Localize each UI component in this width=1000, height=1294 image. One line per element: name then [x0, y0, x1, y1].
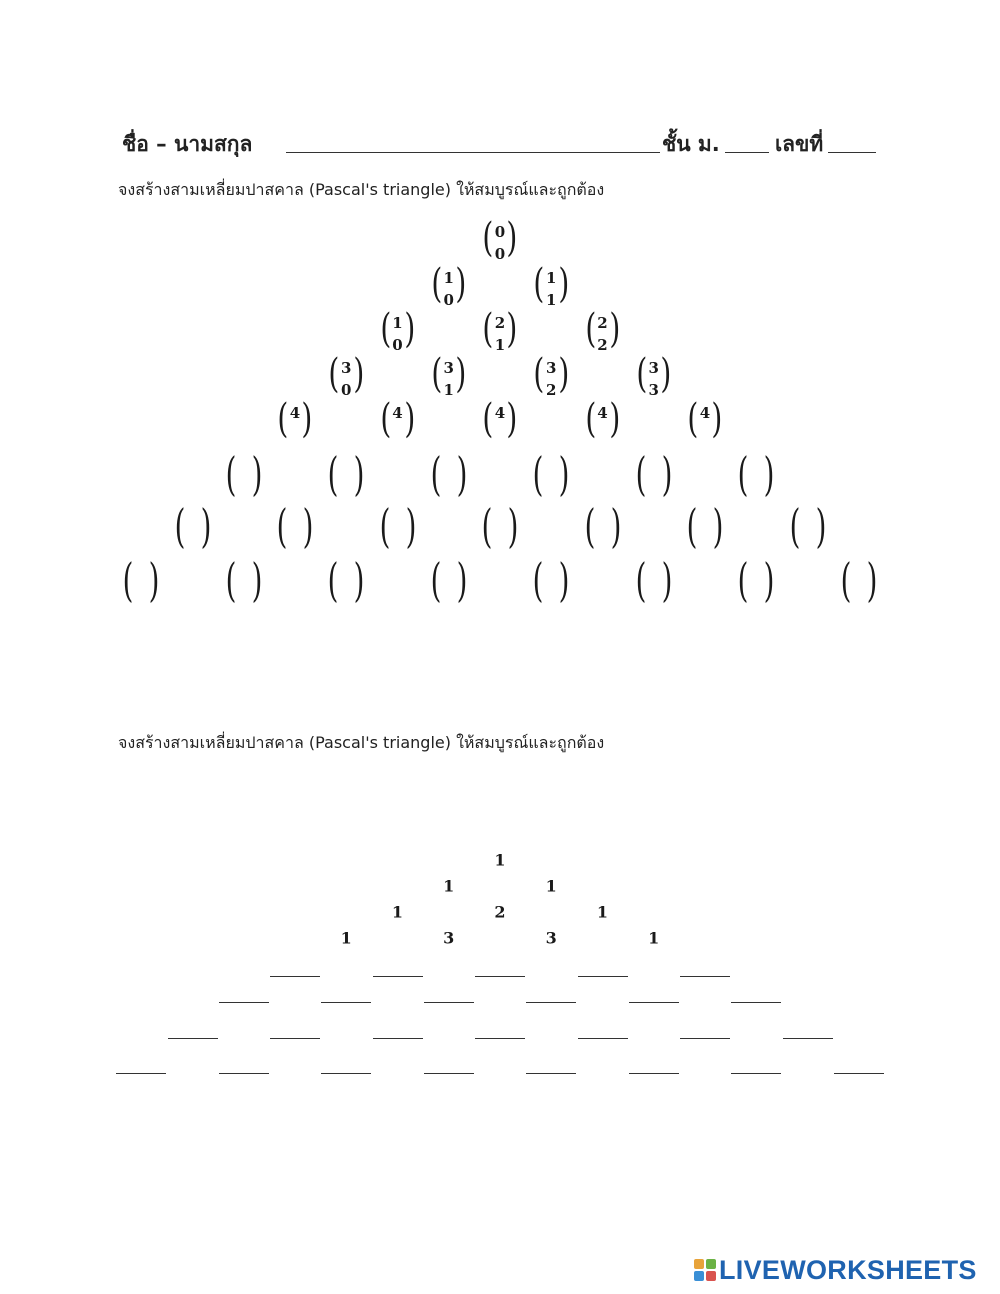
left-paren: (	[379, 396, 391, 442]
pascal-number: 1	[443, 876, 455, 896]
binomial-top: 4	[494, 404, 506, 422]
binomial-top: 4	[597, 404, 608, 422]
answer-blank[interactable]	[219, 1073, 269, 1074]
left-paren: (	[687, 396, 699, 442]
number-blank-line[interactable]	[828, 152, 876, 153]
right-paren: )	[506, 306, 518, 352]
answer-blank[interactable]	[629, 1073, 679, 1074]
class-blank-line[interactable]	[725, 152, 769, 153]
pascal-number: 2	[494, 902, 506, 922]
left-paren: (	[533, 351, 545, 397]
right-paren: )	[558, 553, 570, 607]
empty-binomial-entry[interactable]	[478, 498, 522, 554]
answer-blank[interactable]	[321, 1002, 371, 1003]
left-paren: (	[122, 553, 134, 607]
right-paren: )	[506, 215, 518, 261]
answer-blank[interactable]	[321, 1073, 371, 1074]
pascal-number: 1	[340, 928, 352, 948]
binomial-coefficient	[685, 396, 725, 451]
binomial-bottom: 2	[546, 381, 557, 399]
binomial-coefficient	[583, 396, 623, 451]
left-paren: (	[482, 306, 494, 352]
left-paren: (	[327, 447, 339, 501]
left-paren: (	[737, 553, 749, 607]
empty-binomial-entry[interactable]	[119, 552, 163, 608]
right-paren: )	[200, 499, 211, 553]
right-paren: )	[815, 499, 826, 553]
right-paren: )	[711, 396, 723, 442]
right-paren: )	[352, 351, 364, 397]
answer-blank[interactable]	[373, 1038, 423, 1039]
pascal-number: 1	[391, 902, 404, 922]
left-paren: (	[584, 306, 596, 352]
right-paren: )	[148, 553, 160, 607]
number-label: เลขที่	[775, 132, 824, 156]
binomial-bottom: 0	[494, 245, 506, 263]
right-paren: )	[455, 351, 467, 397]
left-paren: (	[431, 261, 443, 307]
right-paren: )	[557, 351, 569, 397]
right-paren: )	[558, 447, 570, 501]
answer-blank[interactable]	[629, 1002, 679, 1003]
binomial-bottom: 0	[392, 336, 403, 354]
binomial-coefficient	[326, 351, 366, 406]
empty-binomial-entry[interactable]	[734, 552, 778, 608]
empty-binomial-entry[interactable]	[683, 498, 727, 554]
answer-blank[interactable]	[168, 1038, 218, 1039]
empty-binomial-entry[interactable]	[632, 552, 676, 608]
binomial-top: 2	[494, 314, 506, 332]
empty-binomial-entry[interactable]	[632, 446, 676, 502]
liveworksheets-logo	[694, 1256, 977, 1284]
right-paren: )	[506, 396, 518, 442]
right-paren: )	[609, 306, 621, 352]
left-paren: (	[533, 261, 545, 307]
logo-text: LIVEWORKSHEETS	[719, 1254, 977, 1285]
pascal-number: 1	[648, 928, 660, 948]
empty-binomial-entry[interactable]	[324, 446, 368, 502]
right-paren: )	[404, 306, 416, 352]
left-paren: (	[584, 499, 595, 553]
answer-blank[interactable]	[116, 1073, 166, 1074]
answer-blank[interactable]	[219, 1002, 269, 1003]
right-paren: )	[251, 447, 263, 501]
name-label: ชื่อ – นามสกุล	[122, 132, 253, 156]
binomial-bottom: 2	[597, 336, 608, 354]
binomial-top: 4	[289, 404, 301, 422]
right-paren: )	[251, 553, 263, 607]
binomial-coefficient	[480, 215, 520, 270]
binomial-coefficient	[378, 306, 418, 361]
right-paren: )	[609, 396, 621, 442]
binomial-coefficient	[480, 306, 520, 361]
pascal-number: 1	[596, 902, 609, 922]
left-paren: (	[840, 553, 852, 607]
binomial-top: 4	[699, 404, 711, 422]
left-paren: (	[174, 499, 185, 553]
answer-blank[interactable]	[475, 1038, 525, 1039]
answer-blank[interactable]	[680, 976, 730, 977]
left-paren: (	[379, 499, 390, 553]
left-paren: (	[481, 499, 493, 553]
logo-mark-icon	[694, 1259, 716, 1281]
binomial-bottom: 3	[648, 381, 659, 399]
right-paren: )	[456, 447, 468, 501]
left-paren: (	[276, 499, 288, 553]
empty-binomial-entry[interactable]	[222, 552, 266, 608]
binomial-coefficient	[275, 396, 315, 451]
answer-blank[interactable]	[526, 1073, 576, 1074]
binomial-top: 3	[546, 359, 557, 377]
right-paren: )	[763, 447, 775, 501]
binomial-top: 1	[546, 269, 557, 287]
class-label: ชั้น ม.	[662, 132, 720, 156]
empty-binomial-entry[interactable]	[427, 446, 471, 502]
answer-blank[interactable]	[424, 1073, 474, 1074]
answer-blank[interactable]	[731, 1002, 781, 1003]
right-paren: )	[404, 396, 416, 442]
binomial-top: 0	[494, 223, 506, 241]
empty-binomial-entry[interactable]	[171, 498, 215, 554]
pascal-number: 3	[443, 928, 455, 948]
binomial-top: 4	[392, 404, 403, 422]
left-paren: (	[532, 553, 544, 607]
answer-blank[interactable]	[578, 976, 628, 977]
binomial-coefficient	[531, 261, 571, 316]
pascal-number: 1	[545, 876, 557, 896]
right-paren: )	[353, 447, 365, 501]
left-paren: (	[225, 447, 237, 501]
binomial-bottom: 1	[546, 291, 557, 309]
answer-blank[interactable]	[526, 1002, 576, 1003]
section1-instruction: จงสร้างสามเหลี่ยมปาสคาล (Pascal's triangle) ให้สมบูรณ์และถูกต้อง	[118, 180, 605, 199]
binomial-coefficient	[634, 351, 674, 406]
left-paren: (	[431, 351, 443, 397]
right-paren: )	[610, 499, 621, 553]
binomial-bottom: 0	[341, 381, 352, 399]
pascal-number: 3	[545, 928, 557, 948]
right-paren: )	[763, 553, 775, 607]
right-paren: )	[507, 499, 519, 553]
pascal-number: 1	[494, 850, 506, 870]
left-paren: (	[430, 553, 442, 607]
right-paren: )	[661, 447, 673, 501]
right-paren: )	[455, 261, 467, 307]
right-paren: )	[557, 261, 569, 307]
left-paren: (	[789, 499, 800, 553]
empty-binomial-entry[interactable]	[529, 446, 573, 502]
binomial-top: 3	[341, 359, 352, 377]
binomial-coefficient	[480, 396, 520, 451]
answer-blank[interactable]	[783, 1038, 833, 1039]
left-paren: (	[379, 306, 391, 352]
binomial-top: 3	[648, 359, 659, 377]
left-paren: (	[686, 499, 698, 553]
empty-binomial-entry[interactable]	[273, 498, 317, 554]
empty-binomial-entry[interactable]	[324, 552, 368, 608]
left-paren: (	[482, 215, 494, 261]
binomial-coefficient	[429, 351, 469, 406]
left-paren: (	[635, 553, 647, 607]
binomial-coefficient	[583, 306, 623, 361]
binomial-top: 3	[443, 359, 454, 377]
left-paren: (	[277, 396, 289, 442]
right-paren: )	[712, 499, 724, 553]
empty-binomial-entry[interactable]	[837, 552, 881, 608]
left-paren: (	[430, 447, 442, 501]
empty-binomial-entry[interactable]	[529, 552, 573, 608]
empty-binomial-entry[interactable]	[427, 552, 471, 608]
right-paren: )	[866, 553, 878, 607]
left-paren: (	[584, 396, 596, 442]
binomial-bottom: 0	[443, 291, 454, 309]
binomial-coefficient	[378, 396, 418, 451]
empty-binomial-entry[interactable]	[222, 446, 266, 502]
right-paren: )	[405, 499, 416, 553]
right-paren: )	[302, 499, 314, 553]
answer-blank[interactable]	[731, 1073, 781, 1074]
answer-blank[interactable]	[578, 1038, 628, 1039]
binomial-top: 1	[392, 314, 403, 332]
right-paren: )	[456, 553, 468, 607]
section2-instruction: จงสร้างสามเหลี่ยมปาสคาล (Pascal's triangle) ให้สมบูรณ์และถูกต้อง	[118, 733, 605, 752]
left-paren: (	[737, 447, 749, 501]
answer-blank[interactable]	[475, 976, 525, 977]
empty-binomial-entry[interactable]	[581, 498, 625, 554]
right-paren: )	[353, 553, 365, 607]
answer-blank[interactable]	[270, 1038, 320, 1039]
name-blank-line[interactable]	[286, 152, 660, 153]
left-paren: (	[635, 447, 647, 501]
answer-blank[interactable]	[270, 976, 320, 977]
binomial-bottom: 1	[494, 336, 506, 354]
worksheet-header	[0, 0, 1000, 170]
right-paren: )	[660, 351, 672, 397]
answer-blank[interactable]	[834, 1073, 884, 1074]
empty-binomial-entry[interactable]	[786, 498, 830, 554]
answer-blank[interactable]	[424, 1002, 474, 1003]
binomial-coefficient	[429, 261, 469, 316]
right-paren: )	[661, 553, 673, 607]
answer-blank[interactable]	[373, 976, 423, 977]
left-paren: (	[532, 447, 544, 501]
binomial-bottom: 1	[443, 381, 454, 399]
binomial-top: 1	[443, 269, 454, 287]
answer-blank[interactable]	[680, 1038, 730, 1039]
right-paren: )	[301, 396, 313, 442]
empty-binomial-entry[interactable]	[376, 498, 420, 554]
binomial-coefficient	[531, 351, 571, 406]
binomial-top: 2	[597, 314, 608, 332]
left-paren: (	[482, 396, 494, 442]
left-paren: (	[328, 351, 340, 397]
left-paren: (	[636, 351, 648, 397]
left-paren: (	[327, 553, 339, 607]
empty-binomial-entry[interactable]	[734, 446, 778, 502]
left-paren: (	[225, 553, 237, 607]
